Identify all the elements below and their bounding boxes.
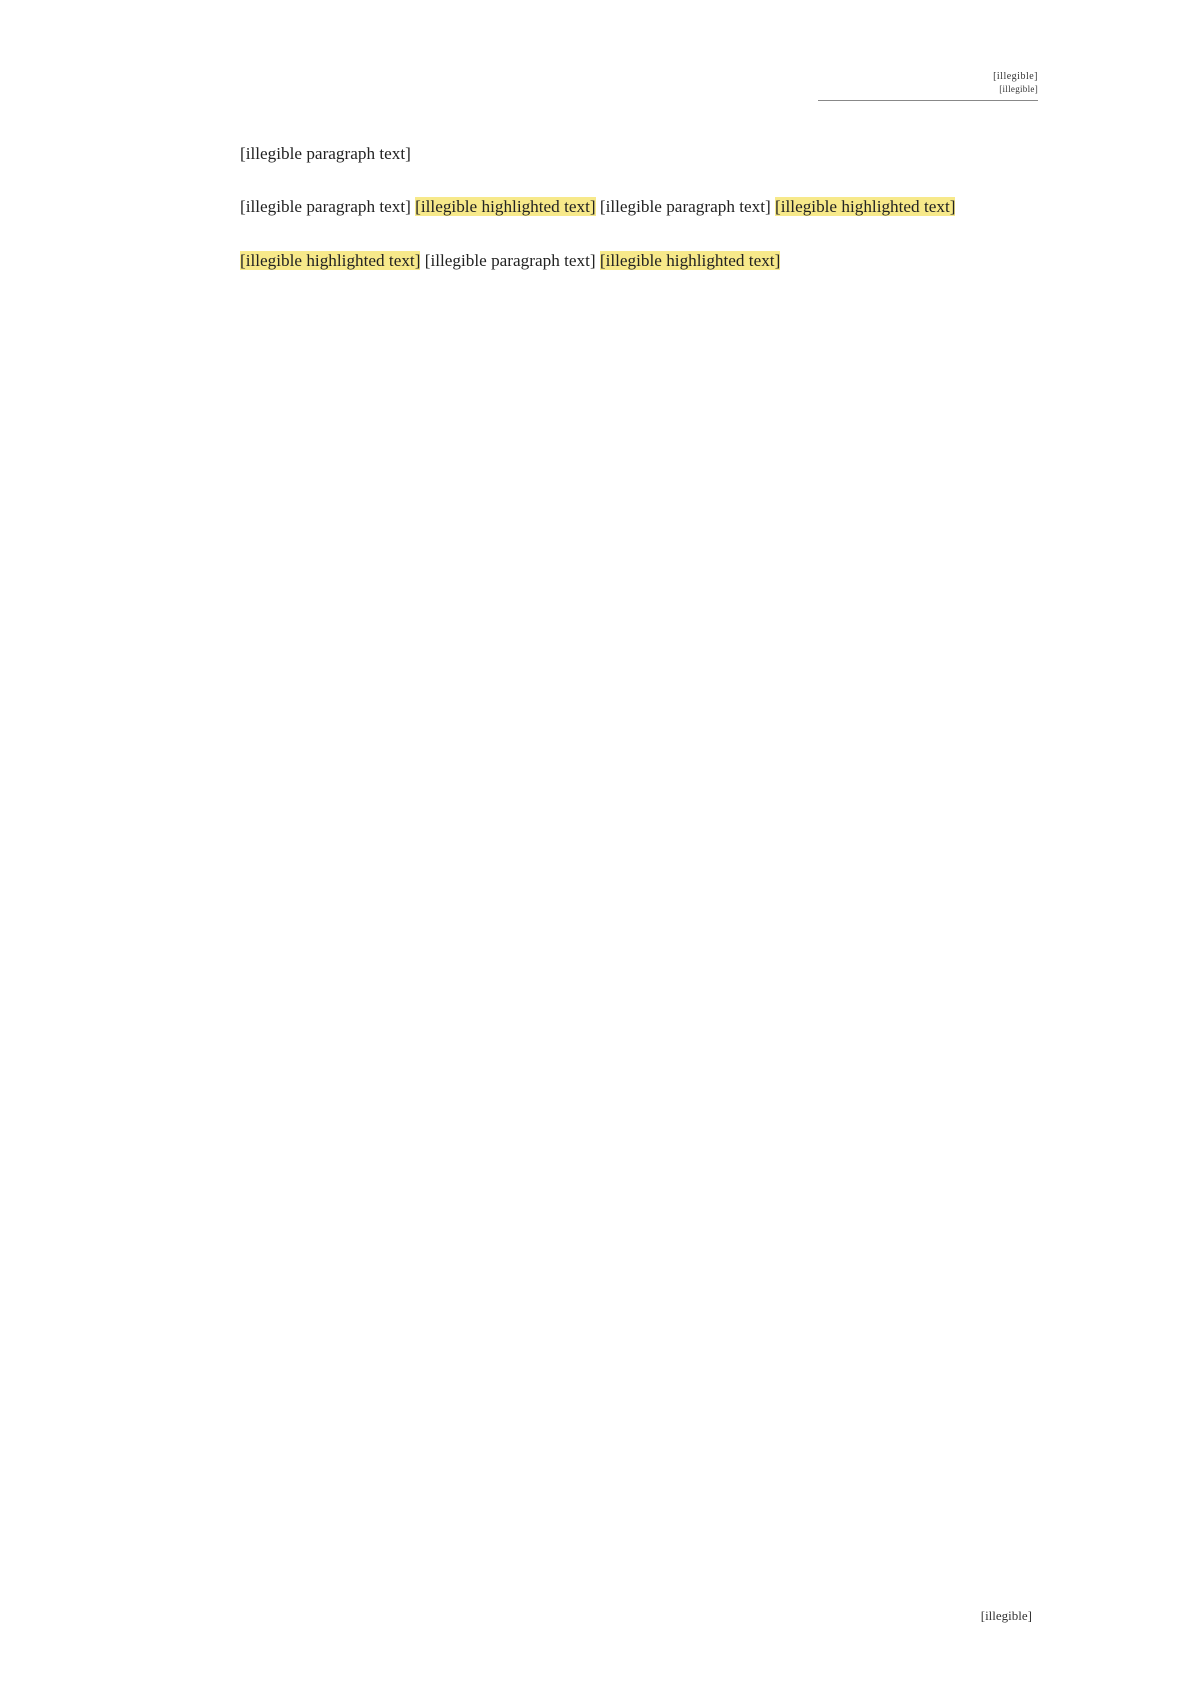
highlighted-text: [illegible highlighted text] <box>775 197 956 217</box>
running-header <box>818 70 1038 101</box>
page-number: [illegible] <box>980 1608 1032 1623</box>
paragraph-text: [illegible paragraph text] <box>240 144 411 163</box>
highlighted-text: [illegible highlighted text] <box>415 197 596 217</box>
paragraph-text: [illegible paragraph text] <box>240 197 411 217</box>
running-header-title: [illegible] <box>993 71 1038 82</box>
highlighted-text: [illegible highlighted text] <box>599 250 781 270</box>
highlighted-text: [illegible highlighted text] <box>240 250 421 270</box>
paragraph <box>170 140 1032 167</box>
paragraph-text: [illegible paragraph text] <box>599 197 771 217</box>
paragraph <box>170 247 1032 274</box>
paragraph <box>170 193 1032 220</box>
running-header-subtitle: [illegible] <box>999 84 1038 94</box>
body-text <box>170 140 1032 300</box>
paragraph-text: [illegible paragraph text] <box>424 250 596 270</box>
